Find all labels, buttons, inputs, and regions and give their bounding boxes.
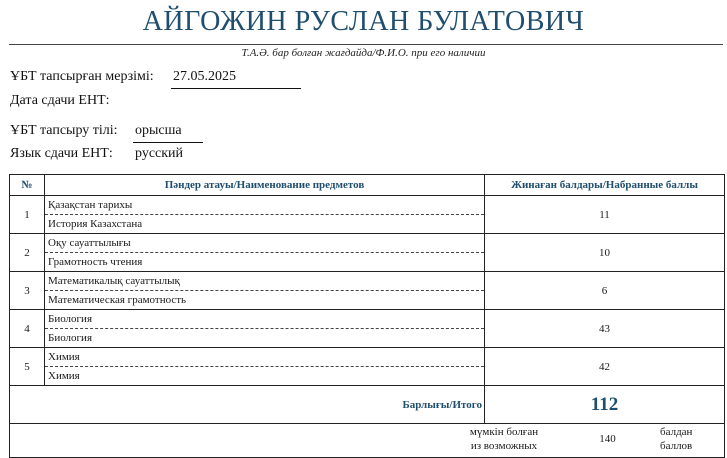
possible-cell: [10, 424, 725, 458]
subject-name-ru: Химия: [48, 370, 80, 382]
subject-score: 10: [485, 234, 725, 272]
header-number: №: [10, 175, 45, 196]
subject-name-kz: Қазақстан тарихы: [45, 196, 484, 215]
table-row: [10, 348, 725, 386]
total-row: [10, 386, 725, 424]
table-header-row: [10, 175, 725, 196]
row-number: 4: [10, 310, 45, 348]
exam-language-label-ru: Язык сдачи ЕНТ:: [10, 146, 113, 161]
possible-row: [10, 424, 725, 458]
row-number: 2: [10, 234, 45, 272]
total-label: Барлығы/Итого: [10, 386, 485, 424]
header-score: Жинаған балдары/Набранные баллы: [485, 175, 725, 196]
row-number: 1: [10, 196, 45, 234]
possible-max-score: 140: [599, 433, 616, 445]
possible-label-kz: мүмкін болған: [469, 426, 539, 438]
subject-cell: [45, 272, 485, 310]
name-caption: Т.А.Ә. бар болған жағдайда/Ф.И.О. при его наличии: [241, 47, 486, 59]
subject-cell: [45, 310, 485, 348]
header-subject: Пәндер атауы/Наименование предметов: [45, 175, 485, 196]
subject-cell: [45, 348, 485, 386]
subject-score: 6: [485, 272, 725, 310]
exam-language-value-kz: орысша: [133, 123, 203, 143]
student-full-name: АЙГОЖИН РУСЛАН БУЛАТОВИЧ: [142, 6, 585, 37]
exam-date-label-kz: ҰБТ тапсырған мерзімі:: [10, 69, 154, 84]
possible-unit-kz: балдан: [660, 426, 693, 438]
subject-cell: [45, 196, 485, 234]
total-score: 112: [485, 386, 725, 424]
possible-unit-ru: баллов: [660, 440, 693, 452]
exam-date-value: 27.05.2025: [171, 69, 301, 89]
table-row: [10, 196, 725, 234]
exam-date-label-ru: Дата сдачи ЕНТ:: [10, 93, 110, 108]
possible-unit: [660, 425, 720, 453]
table-row: [10, 310, 725, 348]
row-number: 3: [10, 272, 45, 310]
possible-label: [434, 425, 574, 453]
subject-name-ru: Биология: [48, 332, 93, 344]
table-row: [10, 272, 725, 310]
subject-name-kz: Биология: [45, 310, 484, 329]
subject-name-kz: Оқу сауаттылығы: [45, 234, 484, 253]
possible-label-ru: из возможных: [470, 440, 538, 452]
subject-cell: [45, 234, 485, 272]
title-underline: [9, 44, 723, 45]
subject-name-kz: Химия: [45, 348, 484, 367]
table-row: [10, 234, 725, 272]
results-table: [9, 174, 725, 458]
subject-score: 43: [485, 310, 725, 348]
subject-score: 42: [485, 348, 725, 386]
possible-wrapper: [10, 424, 724, 457]
subject-score: 11: [485, 196, 725, 234]
subject-name-ru: Математическая грамотность: [48, 294, 187, 306]
row-number: 5: [10, 348, 45, 386]
subject-name-ru: История Казахстана: [48, 218, 143, 230]
subject-name-ru: Грамотность чтения: [48, 256, 143, 268]
exam-language-label-kz: ҰБТ тапсыру тілі:: [10, 123, 118, 138]
exam-language-value-ru: русский: [135, 146, 184, 161]
subject-name-kz: Математикалық сауаттылық: [45, 272, 484, 291]
